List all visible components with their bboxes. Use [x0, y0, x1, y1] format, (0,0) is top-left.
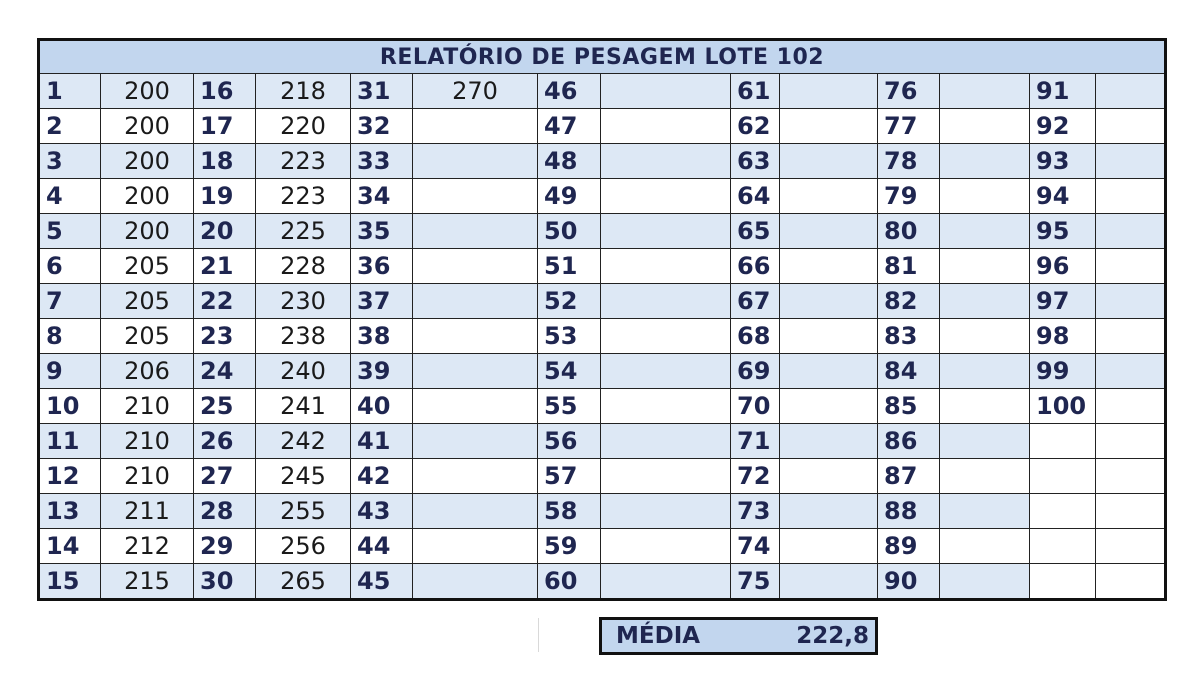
weight-cell: 256	[256, 529, 351, 564]
weight-cell: 215	[101, 564, 194, 600]
table-row	[39, 354, 1166, 389]
weight-cell	[1096, 144, 1166, 179]
weight-cell	[601, 249, 731, 284]
pen-number-cell: 17	[194, 109, 256, 144]
pen-number-cell: 2	[39, 109, 101, 144]
pen-number-cell: 30	[194, 564, 256, 600]
weight-cell	[601, 389, 731, 424]
pen-number-cell: 98	[1030, 319, 1096, 354]
empty-cell	[1030, 529, 1096, 564]
pen-number-cell: 4	[39, 179, 101, 214]
weight-cell	[780, 424, 878, 459]
pen-number-cell: 5	[39, 214, 101, 249]
pen-number-cell: 68	[731, 319, 780, 354]
weight-cell	[1096, 249, 1166, 284]
weight-cell: 200	[101, 109, 194, 144]
weight-cell	[780, 109, 878, 144]
pen-number-cell: 25	[194, 389, 256, 424]
weight-cell	[940, 389, 1030, 424]
pen-number-cell: 73	[731, 494, 780, 529]
weight-cell: 210	[101, 424, 194, 459]
pen-number-cell: 28	[194, 494, 256, 529]
pen-number-cell: 36	[351, 249, 413, 284]
weight-cell: 223	[256, 144, 351, 179]
weight-cell	[601, 319, 731, 354]
weight-cell: 270	[413, 74, 538, 109]
weight-cell	[780, 214, 878, 249]
pen-number-cell: 61	[731, 74, 780, 109]
weight-cell	[413, 249, 538, 284]
table-row	[39, 424, 1166, 459]
pen-number-cell: 60	[538, 564, 601, 600]
average-box	[599, 617, 878, 655]
pen-number-cell: 15	[39, 564, 101, 600]
pen-number-cell: 50	[538, 214, 601, 249]
weight-cell	[413, 109, 538, 144]
pen-number-cell: 11	[39, 424, 101, 459]
weight-cell	[413, 529, 538, 564]
weight-cell	[601, 144, 731, 179]
empty-cell	[1096, 424, 1166, 459]
pen-number-cell: 76	[878, 74, 940, 109]
weight-cell	[780, 389, 878, 424]
weight-cell	[780, 319, 878, 354]
pen-number-cell: 31	[351, 74, 413, 109]
weight-cell	[1096, 284, 1166, 319]
empty-cell	[1096, 564, 1166, 600]
pen-number-cell: 64	[731, 179, 780, 214]
pen-number-cell: 88	[878, 494, 940, 529]
weight-cell	[601, 74, 731, 109]
weight-cell	[1096, 74, 1166, 109]
pen-number-cell: 89	[878, 529, 940, 564]
weight-cell	[413, 214, 538, 249]
pen-number-cell: 40	[351, 389, 413, 424]
weight-cell	[940, 459, 1030, 494]
weight-cell: 218	[256, 74, 351, 109]
pen-number-cell: 96	[1030, 249, 1096, 284]
weight-cell: 205	[101, 249, 194, 284]
pen-number-cell: 81	[878, 249, 940, 284]
pen-number-cell: 93	[1030, 144, 1096, 179]
weight-cell	[413, 179, 538, 214]
table-row	[39, 529, 1166, 564]
pen-number-cell: 45	[351, 564, 413, 600]
pen-number-cell: 47	[538, 109, 601, 144]
weight-cell	[940, 109, 1030, 144]
weight-cell	[940, 319, 1030, 354]
pen-number-cell: 39	[351, 354, 413, 389]
pen-number-cell: 77	[878, 109, 940, 144]
pen-number-cell: 42	[351, 459, 413, 494]
weight-cell	[940, 144, 1030, 179]
pen-number-cell: 84	[878, 354, 940, 389]
weight-cell	[601, 354, 731, 389]
weight-cell	[601, 459, 731, 494]
weight-cell: 230	[256, 284, 351, 319]
weighing-report-table	[37, 38, 1167, 601]
pen-number-cell: 22	[194, 284, 256, 319]
empty-cell	[1030, 424, 1096, 459]
weight-cell	[1096, 109, 1166, 144]
pen-number-cell: 32	[351, 109, 413, 144]
weight-cell: 210	[101, 389, 194, 424]
weight-cell	[940, 424, 1030, 459]
weight-cell	[1096, 319, 1166, 354]
weight-cell	[413, 144, 538, 179]
pen-number-cell: 23	[194, 319, 256, 354]
weight-cell	[601, 179, 731, 214]
table-row	[39, 459, 1166, 494]
pen-number-cell: 21	[194, 249, 256, 284]
weight-cell	[413, 354, 538, 389]
pen-number-cell: 18	[194, 144, 256, 179]
weight-cell: 212	[101, 529, 194, 564]
report-title: RELATÓRIO DE PESAGEM LOTE 102	[39, 40, 1166, 74]
weight-cell	[780, 564, 878, 600]
weight-cell: 225	[256, 214, 351, 249]
pen-number-cell: 94	[1030, 179, 1096, 214]
weight-cell	[940, 249, 1030, 284]
empty-cell	[1030, 564, 1096, 600]
pen-number-cell: 37	[351, 284, 413, 319]
weight-cell	[780, 249, 878, 284]
weight-cell: 200	[101, 214, 194, 249]
pen-number-cell: 52	[538, 284, 601, 319]
pen-number-cell: 12	[39, 459, 101, 494]
weight-cell: 205	[101, 319, 194, 354]
pen-number-cell: 75	[731, 564, 780, 600]
pen-number-cell: 72	[731, 459, 780, 494]
weight-cell: 241	[256, 389, 351, 424]
weight-cell	[780, 179, 878, 214]
pen-number-cell: 34	[351, 179, 413, 214]
pen-number-cell: 54	[538, 354, 601, 389]
pen-number-cell: 90	[878, 564, 940, 600]
pen-number-cell: 85	[878, 389, 940, 424]
pen-number-cell: 86	[878, 424, 940, 459]
pen-number-cell: 92	[1030, 109, 1096, 144]
weight-cell: 255	[256, 494, 351, 529]
average-label: MÉDIA	[616, 623, 701, 649]
pen-number-cell: 46	[538, 74, 601, 109]
weight-cell	[780, 529, 878, 564]
weight-cell	[1096, 179, 1166, 214]
weight-cell	[1096, 389, 1166, 424]
weight-cell	[940, 214, 1030, 249]
table-row	[39, 74, 1166, 109]
pen-number-cell: 78	[878, 144, 940, 179]
weight-cell	[940, 494, 1030, 529]
pen-number-cell: 24	[194, 354, 256, 389]
weight-cell	[413, 389, 538, 424]
pen-number-cell: 49	[538, 179, 601, 214]
pen-number-cell: 53	[538, 319, 601, 354]
table-row	[39, 319, 1166, 354]
pen-number-cell: 1	[39, 74, 101, 109]
pen-number-cell: 67	[731, 284, 780, 319]
weight-cell: 205	[101, 284, 194, 319]
pen-number-cell: 79	[878, 179, 940, 214]
table-row	[39, 564, 1166, 600]
weight-cell	[413, 284, 538, 319]
pen-number-cell: 7	[39, 284, 101, 319]
weight-cell	[413, 494, 538, 529]
pen-number-cell: 58	[538, 494, 601, 529]
weight-cell	[1096, 354, 1166, 389]
pen-number-cell: 91	[1030, 74, 1096, 109]
pen-number-cell: 62	[731, 109, 780, 144]
empty-cell	[1030, 459, 1096, 494]
weight-cell	[413, 424, 538, 459]
pen-number-cell: 55	[538, 389, 601, 424]
pen-number-cell: 8	[39, 319, 101, 354]
pen-number-cell: 19	[194, 179, 256, 214]
weight-cell	[780, 459, 878, 494]
table-row	[39, 179, 1166, 214]
pen-number-cell: 97	[1030, 284, 1096, 319]
weight-cell: 240	[256, 354, 351, 389]
pen-number-cell: 100	[1030, 389, 1096, 424]
weight-cell: 200	[101, 144, 194, 179]
pen-number-cell: 66	[731, 249, 780, 284]
pen-number-cell: 56	[538, 424, 601, 459]
pen-number-cell: 13	[39, 494, 101, 529]
pen-number-cell: 10	[39, 389, 101, 424]
weight-cell: 210	[101, 459, 194, 494]
empty-cell	[1030, 494, 1096, 529]
weight-cell	[601, 214, 731, 249]
weight-cell	[413, 319, 538, 354]
weight-cell	[940, 74, 1030, 109]
pen-number-cell: 48	[538, 144, 601, 179]
pen-number-cell: 99	[1030, 354, 1096, 389]
empty-cell	[1096, 529, 1166, 564]
pen-number-cell: 41	[351, 424, 413, 459]
pen-number-cell: 27	[194, 459, 256, 494]
pen-number-cell: 51	[538, 249, 601, 284]
average-value: 222,8	[796, 623, 869, 649]
weight-cell	[601, 529, 731, 564]
pen-number-cell: 14	[39, 529, 101, 564]
weight-cell: 200	[101, 179, 194, 214]
weight-cell: 245	[256, 459, 351, 494]
weight-cell	[940, 354, 1030, 389]
pen-number-cell: 87	[878, 459, 940, 494]
pen-number-cell: 33	[351, 144, 413, 179]
pen-number-cell: 16	[194, 74, 256, 109]
weight-cell	[1096, 214, 1166, 249]
pen-number-cell: 74	[731, 529, 780, 564]
weight-cell	[940, 179, 1030, 214]
table-row	[39, 284, 1166, 319]
pen-number-cell: 71	[731, 424, 780, 459]
weight-cell	[413, 459, 538, 494]
table-row	[39, 109, 1166, 144]
pen-number-cell: 6	[39, 249, 101, 284]
table-row	[39, 144, 1166, 179]
weight-cell: 223	[256, 179, 351, 214]
pen-number-cell: 57	[538, 459, 601, 494]
pen-number-cell: 35	[351, 214, 413, 249]
pen-number-cell: 82	[878, 284, 940, 319]
weight-cell	[601, 284, 731, 319]
pen-number-cell: 9	[39, 354, 101, 389]
pen-number-cell: 70	[731, 389, 780, 424]
weight-cell	[940, 529, 1030, 564]
weight-cell	[601, 424, 731, 459]
pen-number-cell: 38	[351, 319, 413, 354]
pen-number-cell: 43	[351, 494, 413, 529]
weight-cell	[601, 109, 731, 144]
pen-number-cell: 83	[878, 319, 940, 354]
weight-cell	[940, 284, 1030, 319]
weight-cell	[601, 564, 731, 600]
pen-number-cell: 29	[194, 529, 256, 564]
weight-cell	[601, 494, 731, 529]
pen-number-cell: 65	[731, 214, 780, 249]
weight-cell	[780, 494, 878, 529]
weight-cell	[940, 564, 1030, 600]
empty-cell	[1096, 494, 1166, 529]
table-row	[39, 214, 1166, 249]
weight-cell: 211	[101, 494, 194, 529]
weight-cell: 238	[256, 319, 351, 354]
gridline	[538, 618, 539, 652]
table-row	[39, 249, 1166, 284]
pen-number-cell: 26	[194, 424, 256, 459]
weight-cell: 220	[256, 109, 351, 144]
pen-number-cell: 44	[351, 529, 413, 564]
pen-number-cell: 80	[878, 214, 940, 249]
weight-cell: 242	[256, 424, 351, 459]
pen-number-cell: 63	[731, 144, 780, 179]
weight-cell: 200	[101, 74, 194, 109]
weight-cell	[413, 564, 538, 600]
pen-number-cell: 59	[538, 529, 601, 564]
weight-cell	[780, 354, 878, 389]
pen-number-cell: 95	[1030, 214, 1096, 249]
weight-cell: 228	[256, 249, 351, 284]
weight-cell: 265	[256, 564, 351, 600]
pen-number-cell: 3	[39, 144, 101, 179]
weight-cell	[780, 74, 878, 109]
pen-number-cell: 69	[731, 354, 780, 389]
weight-cell	[780, 144, 878, 179]
pen-number-cell: 20	[194, 214, 256, 249]
weight-cell: 206	[101, 354, 194, 389]
table-row	[39, 389, 1166, 424]
empty-cell	[1096, 459, 1166, 494]
weight-cell	[780, 284, 878, 319]
table-row	[39, 494, 1166, 529]
